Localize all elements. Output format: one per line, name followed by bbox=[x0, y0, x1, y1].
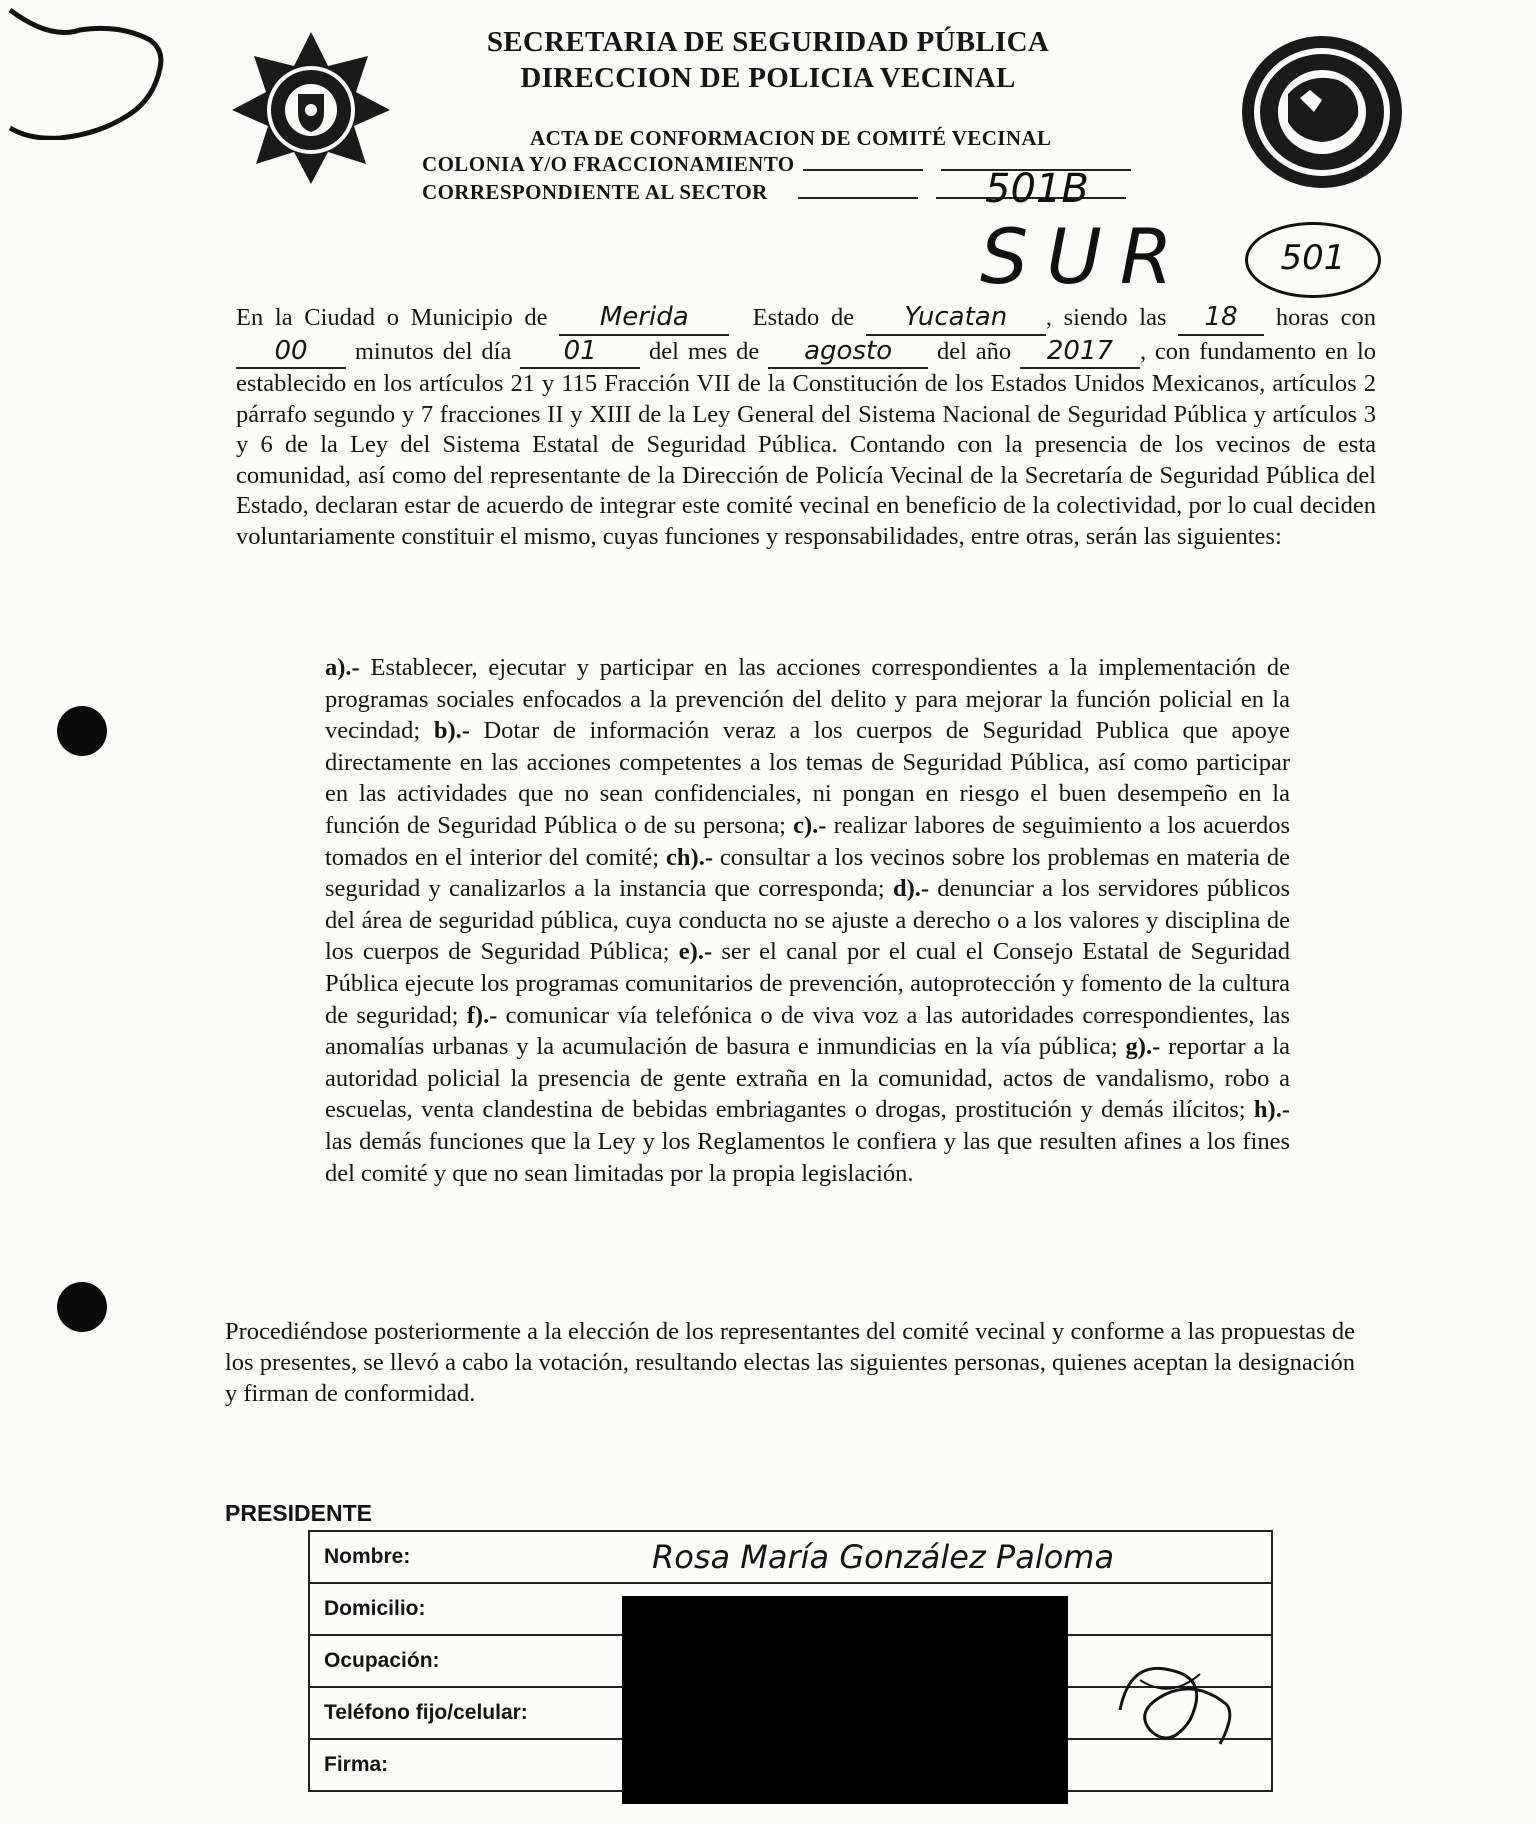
function-key: g).- bbox=[1125, 1033, 1161, 1061]
month-value: agosto bbox=[804, 335, 893, 366]
punch-hole-2 bbox=[57, 1282, 107, 1332]
punch-hole-1 bbox=[57, 706, 107, 756]
intro-text-rest: , con fundamento en lo establecido en los artículos 21 y 115 Fracción VII de la Constitución de los Estados Unidos Mexicanos, artículos 2 párrafo segundo y 7 fracciones II y XIII de la Ley General del Sistema Nacional de Seguridad Pública y artículos 3 y 6 de la Ley del Sistema Estatal de Seguridad Pública. Contando con la presencia de los vecinos de esta comunidad, así como del representante de la Dirección de Policía Vecinal de la Secretaría de Seguridad Pública del Estado, declaran estar de acuerdo de integrar este comité vecinal en beneficio de la colectividad, por lo cual deciden voluntariamente constituir el mismo, cuyas funciones y responsabilidades, entre otras, serán las siguientes: bbox=[236, 337, 1377, 550]
function-key: c).- bbox=[793, 811, 827, 839]
function-key: b).- bbox=[433, 717, 470, 745]
minutes-value: 00 bbox=[274, 335, 308, 366]
intro-text-2: Estado de bbox=[752, 304, 855, 331]
function-text: realizar labores de seguimiento a los acuerdos tomados en el interior del comité; bbox=[325, 811, 1291, 871]
intro-text-7: del año bbox=[936, 337, 1012, 365]
city-fill bbox=[559, 302, 729, 336]
functions-list bbox=[325, 652, 1290, 1189]
intro-text-3: , siendo las bbox=[1045, 304, 1167, 331]
function-key: f).- bbox=[466, 1001, 498, 1029]
functions-text bbox=[325, 652, 1290, 1189]
minutes-fill bbox=[236, 336, 346, 370]
form-field-label: Nombre: bbox=[309, 1531, 598, 1583]
function-text: ser el canal por el cual el Consejo Estatal de Seguridad Pública ejecute los programas comunitarios de prevención, autoprotección y fomento de la cultura de seguridad; bbox=[325, 938, 1291, 1029]
intro-text-5: minutos del día bbox=[354, 337, 512, 365]
form-field-value bbox=[598, 1531, 1272, 1583]
closing-paragraph bbox=[225, 1316, 1355, 1409]
function-key: a).- bbox=[325, 654, 360, 681]
form-field-label: Firma: bbox=[309, 1739, 598, 1791]
state-fill bbox=[866, 302, 1046, 336]
signature-icon bbox=[1100, 1640, 1250, 1760]
acta-title: ACTA DE CONFORMACION DE COMITÉ VECINAL bbox=[530, 126, 1052, 150]
year-value: 2017 bbox=[1046, 335, 1114, 366]
day-fill bbox=[520, 336, 640, 370]
function-text: las demás funciones que la Ley y los Reglamentos le confiera y las que resulten afines a los fines del comité y que no sean limitadas por la propia legislación. bbox=[325, 1127, 1290, 1187]
form-row bbox=[309, 1531, 1272, 1583]
function-key: ch).- bbox=[666, 843, 713, 871]
function-text: denunciar a los servidores públicos del área de seguridad pública, cuya conducta no se ajuste a derecho o a los valores y disciplina de los cuerpos de Seguridad Pública; bbox=[325, 875, 1290, 966]
circled-number-text: 501 bbox=[1280, 238, 1346, 278]
function-text: reportar a la autoridad policial la presencia de gente extraña en la comunidad, actos de vandalismo, robo a escuelas, venta clandestina de bebidas embriagantes o drogas, prostitución y demás ilícitos; bbox=[325, 1033, 1290, 1124]
handwritten-sector: 501B bbox=[985, 166, 1089, 212]
handwritten-name: Rosa María González Paloma bbox=[652, 1538, 1115, 1576]
month-fill bbox=[768, 336, 928, 370]
colonia-blank-1 bbox=[803, 169, 923, 171]
hour-value: 18 bbox=[1204, 302, 1238, 332]
closing-text: Procediéndose posteriormente a la elección de los representantes del comité vecinal y conforme a las propuestas de los presentes, se llevó a cabo la votación, resultando electas las siguientes personas, quienes aceptan la designación y firman de conformidad. bbox=[225, 1318, 1355, 1407]
sector-blank-1 bbox=[798, 197, 918, 199]
sector-label: CORRESPONDIENTE AL SECTOR bbox=[422, 180, 768, 204]
function-text: Dotar de información veraz a los cuerpos de Seguridad Publica que apoye directamente en las acciones competentes a los temas de Seguridad Pública, así como participar en las actividades que no sean confidenciales, ni pongan en riesgo el buen desempeño en la función de Seguridad Pública o de su persona; bbox=[325, 717, 1290, 839]
function-key: e).- bbox=[678, 938, 713, 966]
header-line-2: DIRECCION DE POLICIA VECINAL bbox=[520, 62, 1016, 94]
function-key: h).- bbox=[1253, 1096, 1290, 1124]
handwritten-zone: SUR bbox=[980, 212, 1191, 301]
function-text: comunicar vía telefónica o de viva voz a las autoridades correspondientes, las anomalías urbanas y la acumulación de basura e inmundicias en la vía pública; bbox=[325, 1001, 1290, 1061]
circled-number bbox=[1245, 222, 1381, 298]
form-field-label: Teléfono fijo/celular: bbox=[309, 1687, 598, 1739]
function-key: d).- bbox=[892, 875, 930, 903]
redaction-box bbox=[622, 1596, 1068, 1804]
city-value: Merida bbox=[599, 302, 689, 332]
intro-text-1: En la Ciudad o Municipio de bbox=[236, 304, 548, 331]
intro-text-6: del mes de bbox=[649, 337, 760, 365]
header-line-1: SECRETARIA DE SEGURIDAD PÚBLICA bbox=[486, 26, 1050, 58]
function-text: consultar a los vecinos sobre los problemas en materia de seguridad y canalizarlos a la instancia que corresponda; bbox=[325, 843, 1290, 903]
colonia-label: COLONIA Y/O FRACCIONAMIENTO bbox=[422, 152, 795, 176]
hour-fill bbox=[1178, 302, 1264, 336]
form-field-label: Ocupación: bbox=[309, 1635, 598, 1687]
state-value: Yucatan bbox=[904, 302, 1008, 332]
form-field-label: Domicilio: bbox=[309, 1583, 598, 1635]
function-text: Establecer, ejecutar y participar en las acciones correspondientes a la implementación de programas sociales enfocados a la prevención del delito y para mejorar la función policial en la vecindad; bbox=[325, 654, 1290, 745]
intro-paragraph bbox=[236, 302, 1376, 552]
day-value: 01 bbox=[563, 335, 597, 366]
intro-text-4: horas con bbox=[1275, 304, 1377, 331]
president-section-label: PRESIDENTE bbox=[225, 1500, 372, 1526]
year-fill bbox=[1020, 336, 1140, 370]
